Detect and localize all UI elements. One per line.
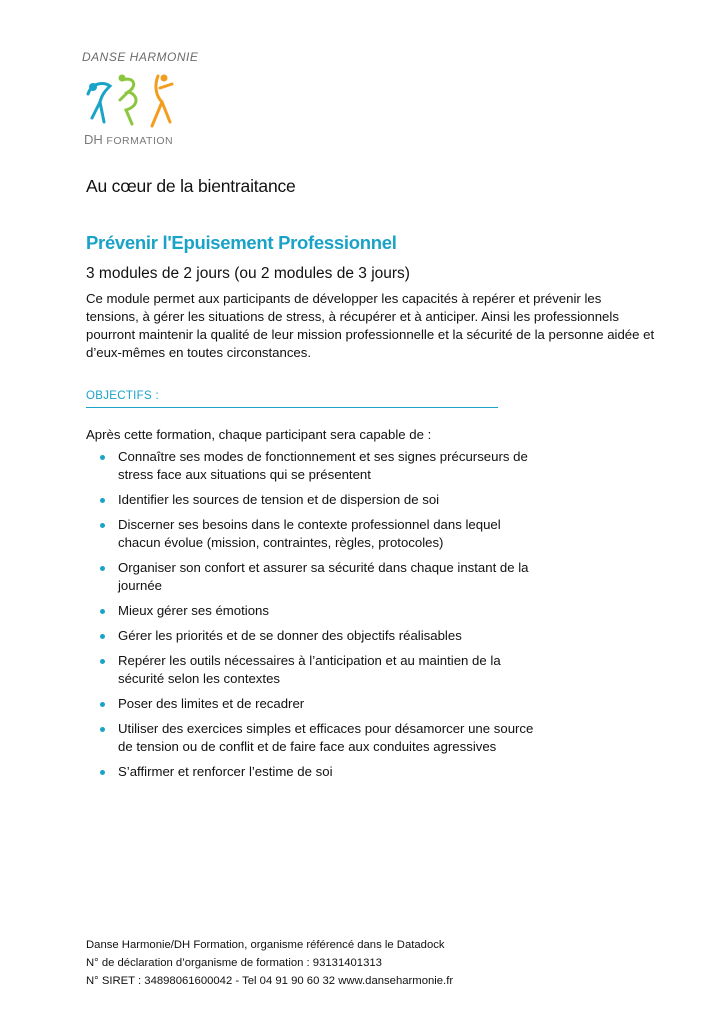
list-item — [96, 491, 536, 509]
training-duration: 3 modules de 2 jours (ou 2 modules de 3 jours) — [86, 265, 410, 282]
bullet-icon — [100, 659, 105, 664]
bullet-icon — [100, 523, 105, 528]
objectives-lead: Après cette formation, chaque participant sera capable de : — [86, 427, 432, 442]
bullet-icon — [100, 770, 105, 775]
logo-brand-text: DANSE HARMONIE — [82, 50, 199, 64]
training-title: Prévenir l'Epuisement Professionnel — [86, 232, 397, 253]
list-item-text: Repérer les outils nécessaires à l’anticipation et au maintien de la sécurité selon les contextes — [118, 653, 501, 686]
list-item-text: Gérer les priorités et de se donner des objectifs réalisables — [118, 628, 462, 643]
bullet-icon — [100, 634, 105, 639]
objectives-list — [96, 448, 536, 788]
list-item-text: Organiser son confort et assurer sa sécurité dans chaque instant de la journée — [118, 560, 529, 593]
footer-line-declaration: N° de déclaration d’organisme de formation : 93131401313 — [86, 957, 382, 969]
list-item — [96, 559, 536, 595]
list-item-text: Utiliser des exercices simples et efficaces pour désamorcer une source de tension ou de conflit et de faire face aux conduites agressives — [118, 721, 534, 754]
footer-line-contact: N° SIRET : 34898061600042 - Tel 04 91 90 60 32 www.danseharmonie.fr — [86, 975, 454, 987]
bullet-icon — [100, 727, 105, 732]
bullet-icon — [100, 702, 105, 707]
list-item-text: Connaître ses modes de fonctionnement et ses signes précurseurs de stress face aux situations qui se présentent — [118, 449, 528, 482]
logo-dh-formation — [84, 132, 173, 147]
footer — [86, 936, 453, 990]
list-item — [96, 448, 536, 484]
objectives-divider — [86, 407, 498, 408]
section-title: Au cœur de la bientraitance — [86, 176, 296, 196]
list-item — [96, 763, 536, 781]
objectives-heading: OBJECTIFS : — [86, 390, 159, 402]
list-item — [96, 695, 536, 713]
intro-paragraph: Ce module permet aux participants de développer les capacités à repérer et prévenir les tensions, à gérer les situations de stress, à récupérer et à anticiper. Ainsi les professionnels pourront maintenir la qualité de leur mission professionnelle et la sécurité de la personne aidée et d’eux-mêmes en toutes circonstances. — [86, 291, 655, 360]
list-item-text: S’affirmer et renforcer l’estime de soi — [118, 764, 333, 779]
list-item — [96, 720, 536, 756]
list-item-text: Identifier les sources de tension et de dispersion de soi — [118, 492, 440, 507]
list-item — [96, 627, 536, 645]
list-item — [96, 516, 536, 552]
logo-formation-text: FORMATION — [106, 135, 174, 147]
bullet-icon — [100, 609, 105, 614]
list-item-text: Poser des limites et de recadrer — [118, 696, 305, 711]
list-item — [96, 652, 536, 688]
bullet-icon — [100, 498, 105, 503]
list-item-text: Mieux gérer ses émotions — [118, 603, 269, 618]
dancers-logo-icon — [82, 72, 192, 134]
list-item — [96, 602, 536, 620]
list-item-text: Discerner ses besoins dans le contexte professionnel dans lequel chacun évolue (mission, contraintes, règles, protocoles) — [118, 517, 501, 550]
bullet-icon — [100, 566, 105, 571]
bullet-icon — [100, 455, 105, 460]
danse-harmonie-logo — [82, 50, 199, 150]
logo-dh-text: DH — [84, 132, 103, 147]
footer-line-organisation: Danse Harmonie/DH Formation, organisme référencé dans le Datadock — [86, 939, 445, 951]
